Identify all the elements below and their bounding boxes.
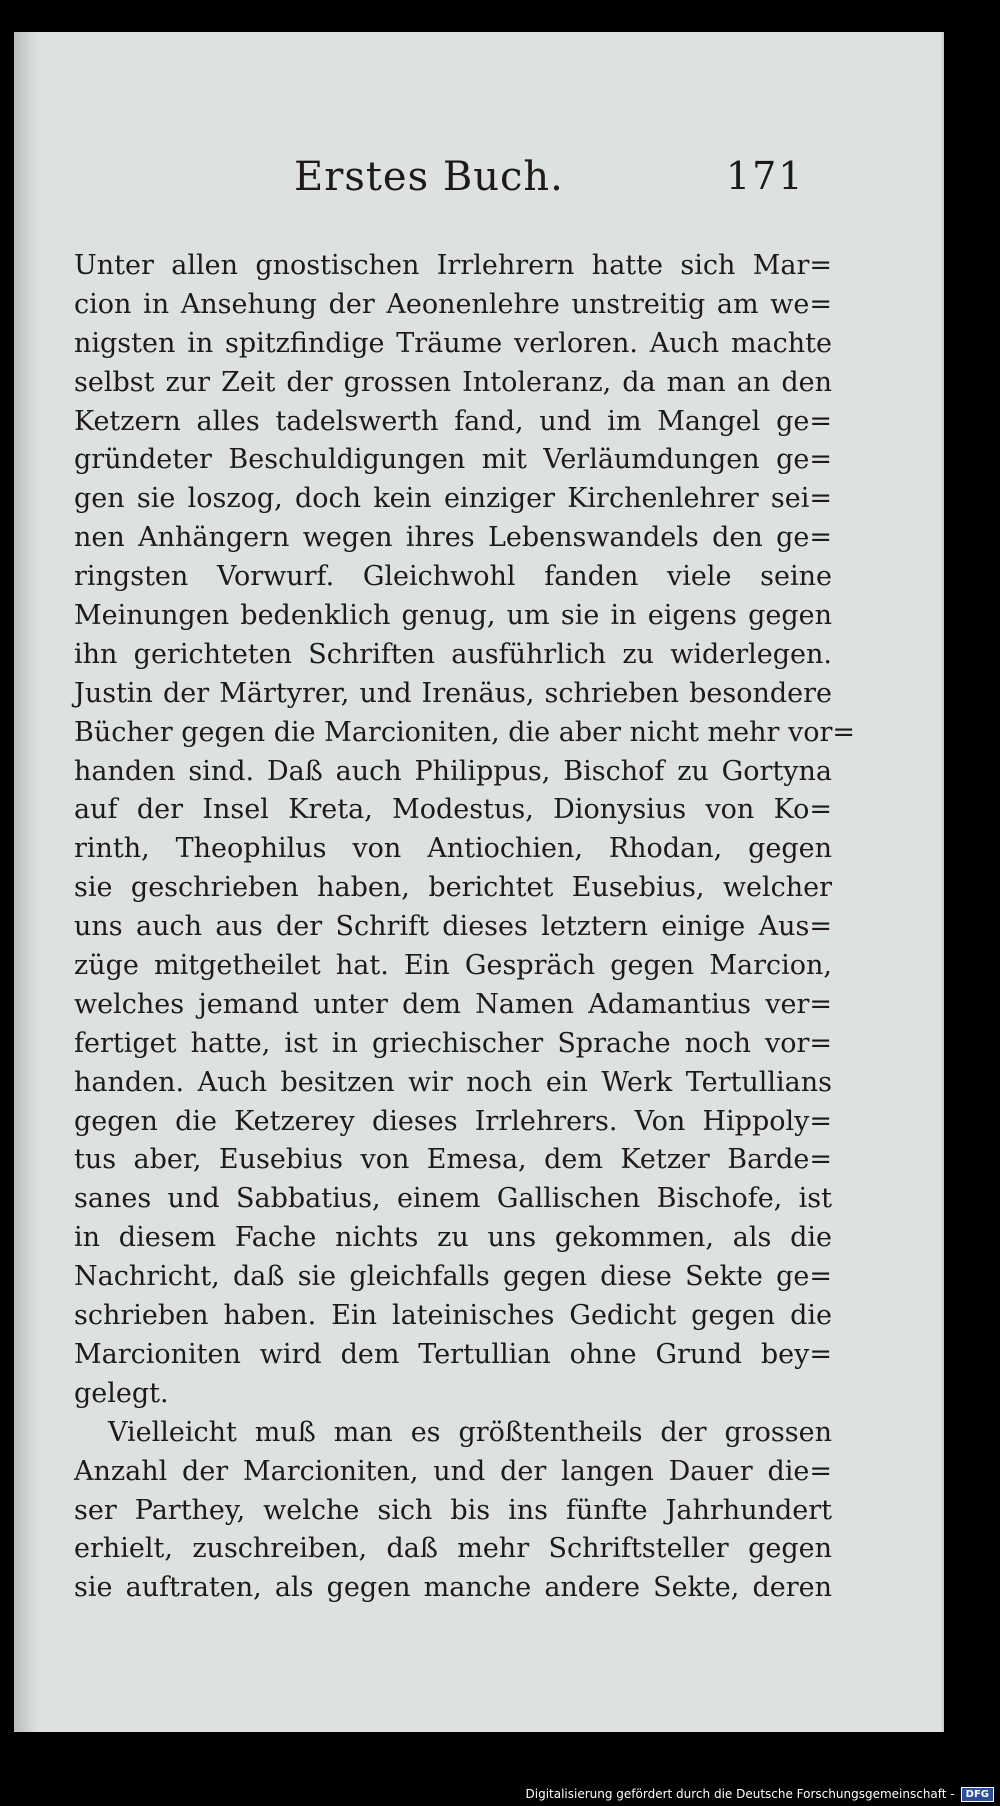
text-line: Ketzern alles tadelswerth fand, und im Mangel ge= <box>74 405 832 437</box>
text-line: Marcioniten wird dem Tertullian ohne Grund bey= <box>74 1338 832 1370</box>
text-line: Anzahl der Marcioniten, und der langen Dauer die= <box>74 1455 832 1487</box>
book-page <box>14 32 944 1732</box>
text-line: ringsten Vorwurf. Gleichwohl fanden viele seine <box>74 561 832 593</box>
running-head-title: Erstes Buch. <box>294 154 564 200</box>
text-line: züge mitgetheilet hat. Ein Gespräch gegen Marcion, <box>74 950 832 982</box>
text-line: sanes und Sabbatius, einem Gallischen Bischofe, ist <box>74 1183 832 1215</box>
dfg-logo: DFG <box>961 1787 994 1802</box>
text-line: ser Parthey, welche sich bis ins fünfte Jahrhundert <box>74 1494 832 1526</box>
text-line: Nachricht, daß sie gleichfalls gegen diese Sekte ge= <box>74 1261 832 1293</box>
page-gutter-shadow <box>14 32 38 1732</box>
text-line: ihn gerichteten Schriften ausführlich zu widerlegen. <box>74 638 832 670</box>
text-line: gründeter Beschuldigungen mit Verläumdungen ge= <box>74 444 832 476</box>
text-line: Bücher gegen die Marcioniten, die aber nicht mehr vor= <box>74 716 856 748</box>
text-line: schrieben haben. Ein lateinisches Gedicht gegen die <box>74 1300 832 1332</box>
text-line: rinth, Theophilus von Antiochien, Rhodan, gegen <box>74 833 832 865</box>
digitization-credit <box>526 1784 995 1804</box>
text-line: Vielleicht muß man es größtentheils der grossen <box>108 1416 832 1448</box>
text-line: erhielt, zuschreiben, daß mehr Schriftsteller gegen <box>74 1533 832 1565</box>
text-line: nen Anhängern wegen ihres Lebenswandels den ge= <box>74 522 832 554</box>
text-line: auf der Insel Kreta, Modestus, Dionysius von Ko= <box>74 794 832 826</box>
text-line: Unter allen gnostischen Irrlehrern hatte sich Mar= <box>74 250 832 281</box>
text-line: sie auftraten, als gegen manche andere Sekte, deren <box>74 1572 832 1604</box>
text-line: cion in Ansehung der Aeonenlehre unstreitig am we= <box>74 288 832 320</box>
text-line: fertiget hatte, ist in griechischer Sprache noch vor= <box>74 1027 832 1059</box>
text-line: handen sind. Daß auch Philippus, Bischof zu Gortyna <box>74 755 832 787</box>
text-line: Justin der Märtyrer, und Irenäus, schrieben besondere <box>74 677 832 709</box>
text-line: uns auch aus der Schrift dieses letztern einige Aus= <box>74 911 832 943</box>
text-line: gelegt. <box>74 1377 169 1409</box>
paragraph <box>74 247 856 1414</box>
running-head <box>14 154 942 214</box>
text-line: tus aber, Eusebius von Emesa, dem Ketzer Barde= <box>74 1144 832 1176</box>
credit-text: Digitalisierung gefördert durch die Deutsche Forschungsgemeinschaft - <box>525 1787 955 1801</box>
text-line: gen sie loszog, doch kein einziger Kirchenlehrer sei= <box>74 483 832 515</box>
text-line: sie geschrieben haben, berichtet Eusebius, welcher <box>74 872 832 904</box>
text-line: in diesem Fache nichts zu uns gekommen, als die <box>74 1222 832 1254</box>
body-text <box>74 247 856 1608</box>
text-line: selbst zur Zeit der grossen Intoleranz, da man an den <box>74 366 832 398</box>
text-line: handen. Auch besitzen wir noch ein Werk Tertullians <box>74 1066 832 1098</box>
text-line: welches jemand unter dem Namen Adamantius ver= <box>74 988 832 1020</box>
text-line: Meinungen bedenklich genug, um sie in eigens gegen <box>74 600 832 632</box>
paragraph <box>74 1414 832 1608</box>
text-line: nigsten in spitzfindige Träume verloren. Auch machte <box>74 327 832 359</box>
page-number: 171 <box>726 154 805 198</box>
text-line: gegen die Ketzerey dieses Irrlehrers. Von Hippoly= <box>74 1105 832 1137</box>
